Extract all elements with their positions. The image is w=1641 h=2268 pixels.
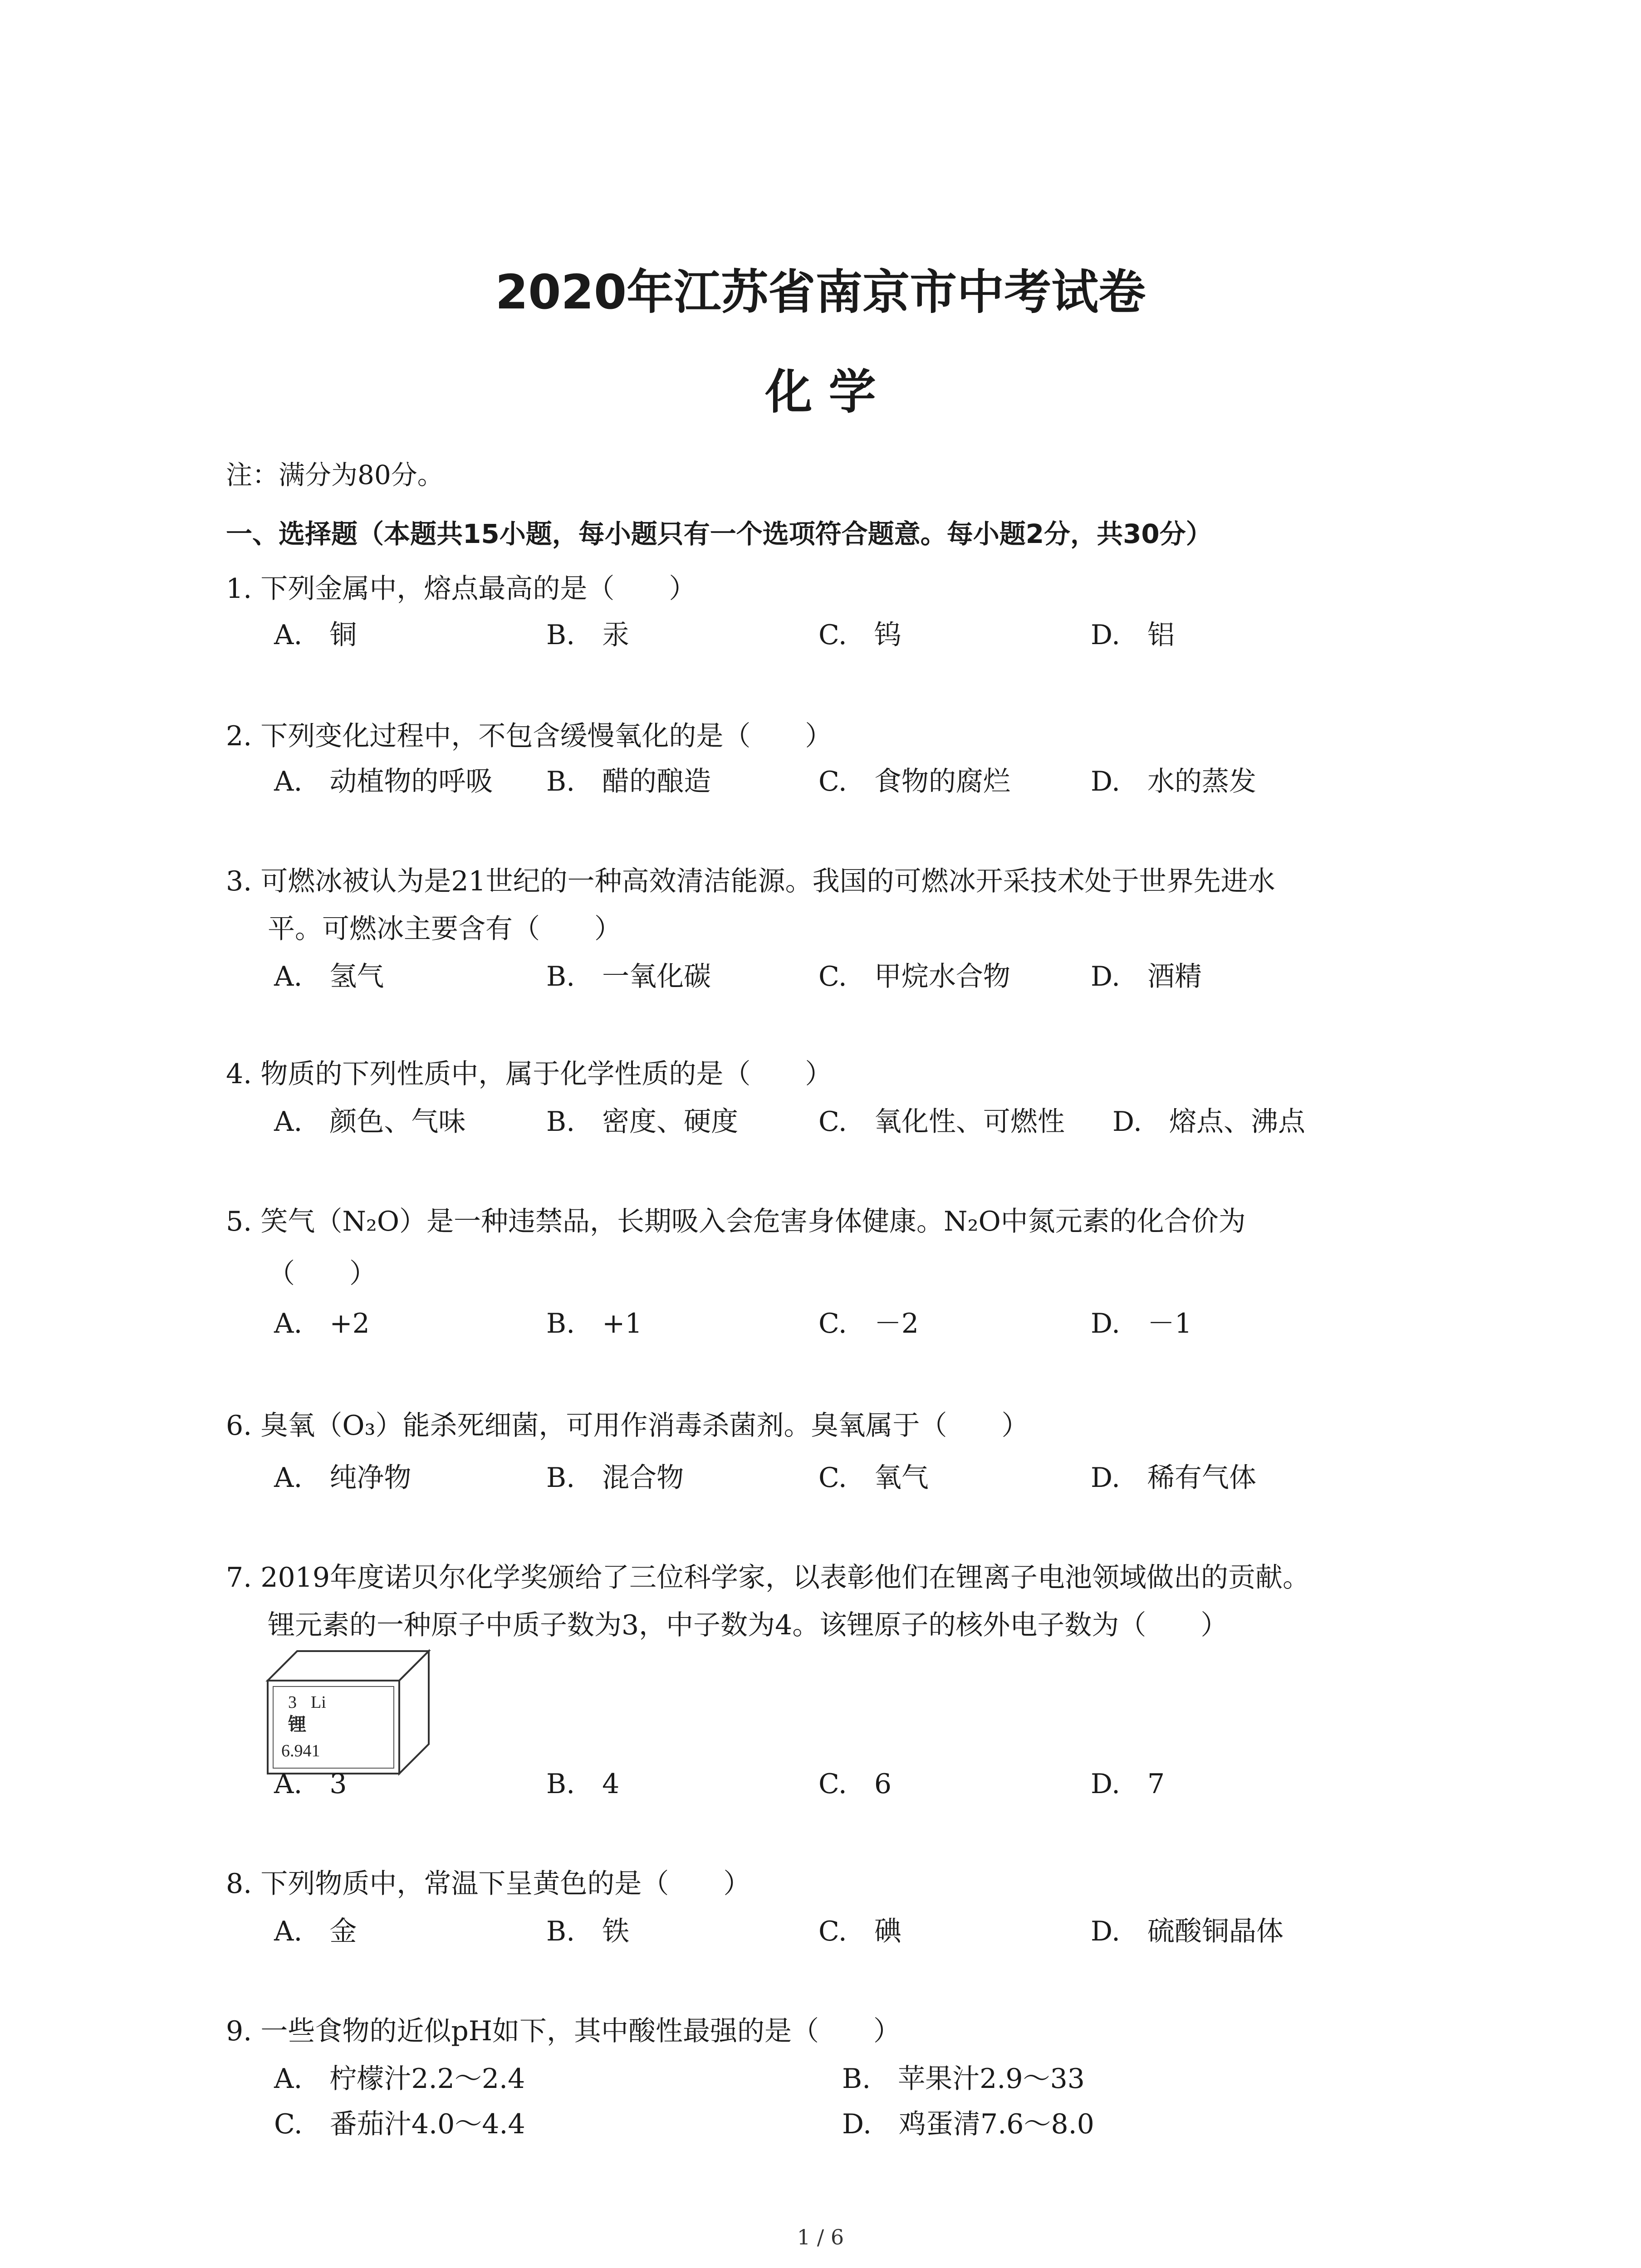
element-number: 3 (288, 1693, 297, 1712)
q9-option-a: A. 柠檬汁2.2～2.4 (274, 2063, 525, 2095)
q2-option-c: C. 食物的腐烂 (818, 766, 1010, 797)
q3-option-c: C. 甲烷水合物 (818, 961, 1010, 992)
question-6: 6. 臭氧（O₃）能杀死细菌，可用作消毒杀菌剂。臭氧属于（ ） (226, 1410, 1029, 1442)
question-3: 3. 可燃冰被认为是21世纪的一种高效清洁能源。我国的可燃冰开采技术处于世界先进水 (226, 865, 1275, 897)
question-5-cont: （ ） (268, 1258, 377, 1290)
exam-title: 2020年江苏省南京市中考试卷 (495, 264, 1146, 320)
score-note: 注：满分为80分。 (226, 459, 444, 490)
q1-option-d: D. 铝 (1091, 619, 1175, 651)
element-name: 锂 (288, 1714, 306, 1735)
section-heading: 一、选择题（本题共15小题，每小题只有一个选项符合题意。每小题2分，共30分） (226, 518, 1212, 549)
q4-option-b: B. 密度、硬度 (546, 1106, 739, 1138)
q5-option-c: C. －2 (818, 1308, 919, 1339)
q1-option-b: B. 汞 (546, 619, 630, 651)
q4-option-a: A. 颜色、气味 (274, 1106, 466, 1138)
question-1: 1. 下列金属中，熔点最高的是（ ） (226, 573, 696, 605)
question-4: 4. 物质的下列性质中，属于化学性质的是（ ） (226, 1058, 833, 1090)
q6-option-b: B. 混合物 (546, 1462, 684, 1494)
q3-option-d: D. 酒精 (1091, 961, 1202, 992)
page-number: 1 / 6 (797, 2225, 844, 2249)
question-5: 5. 笑气（N₂O）是一种违禁品，长期吸入会危害身体健康。N₂O中氮元素的化合价为 (226, 1206, 1246, 1237)
q6-option-d: D. 稀有气体 (1091, 1462, 1257, 1494)
q8-option-b: B. 铁 (546, 1916, 630, 1947)
q7-option-c: C. 6 (818, 1768, 892, 1800)
q3-option-b: B. 一氧化碳 (546, 961, 711, 992)
question-9: 9. 一些食物的近似pH如下，其中酸性最强的是（ ） (226, 2015, 901, 2047)
lithium-element-box (263, 1647, 431, 1778)
q9-option-d: D. 鸡蛋清7.6～8.0 (842, 2108, 1094, 2140)
q6-option-a: A. 纯净物 (274, 1462, 411, 1494)
q5-option-a: A. +2 (274, 1308, 370, 1339)
q3-option-a: A. 氢气 (274, 961, 384, 992)
q4-option-d: D. 熔点、沸点 (1112, 1106, 1306, 1138)
element-symbol: Li (311, 1693, 326, 1712)
q5-option-d: D. －1 (1091, 1308, 1192, 1339)
q8-option-a: A. 金 (274, 1916, 357, 1947)
q2-option-b: B. 醋的酿造 (546, 766, 711, 797)
q9-option-b: B. 苹果汁2.9～33 (842, 2063, 1085, 2095)
q8-option-d: D. 硫酸铜晶体 (1091, 1916, 1284, 1947)
q7-option-d: D. 7 (1091, 1768, 1165, 1800)
q5-option-b: B. +1 (546, 1308, 642, 1339)
subject-title: 化 学 (765, 364, 876, 420)
q1-option-c: C. 钨 (818, 619, 901, 651)
q2-option-d: D. 水的蒸发 (1091, 766, 1257, 797)
question-2: 2. 下列变化过程中，不包含缓慢氧化的是（ ） (226, 720, 833, 752)
q8-option-c: C. 碘 (818, 1916, 901, 1947)
question-7: 7. 2019年度诺贝尔化学奖颁给了三位科学家，以表彰他们在锂离子电池领域做出的贡献。 (226, 1562, 1310, 1593)
q2-option-a: A. 动植物的呼吸 (274, 766, 493, 797)
q7-option-a: A. 3 (274, 1768, 347, 1800)
q1-option-a: A. 铜 (274, 619, 357, 651)
question-7-cont: 锂元素的一种原子中质子数为3，中子数为4。该锂原子的核外电子数为（ ） (268, 1609, 1228, 1641)
q9-option-c: C. 番茄汁4.0～4.4 (274, 2108, 525, 2140)
q4-option-c: C. 氧化性、可燃性 (818, 1106, 1065, 1138)
q7-option-b: B. 4 (546, 1768, 620, 1800)
q6-option-c: C. 氧气 (818, 1462, 929, 1494)
question-8: 8. 下列物质中，常温下呈黄色的是（ ） (226, 1868, 751, 1900)
element-mass: 6.941 (281, 1741, 320, 1760)
question-3-cont: 平。可燃冰主要含有（ ） (268, 913, 622, 945)
